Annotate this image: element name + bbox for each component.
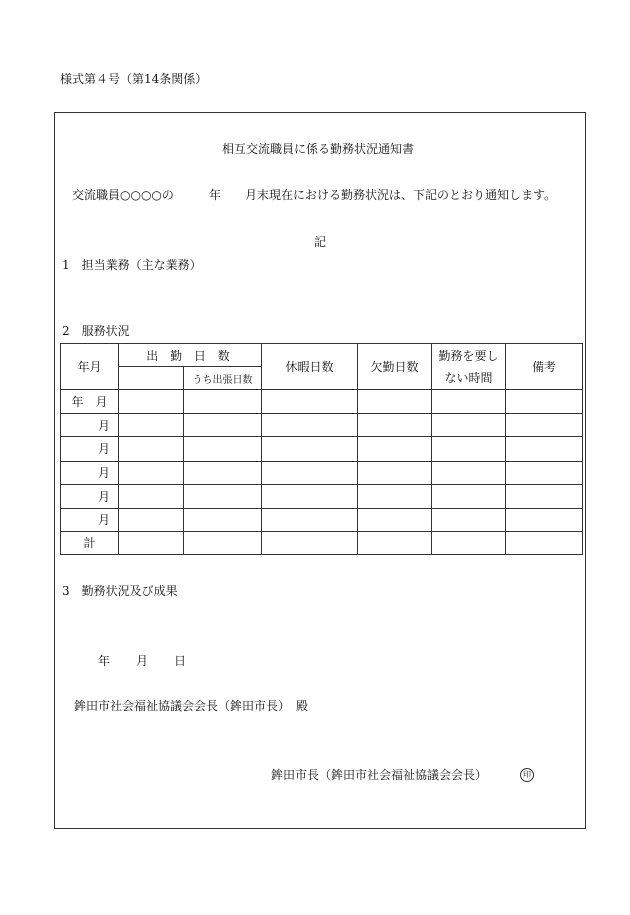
table-cell[interactable] [432,508,506,531]
table-cell[interactable] [119,531,184,554]
table-cell[interactable] [119,508,184,531]
table-row-label: 月 [61,484,119,508]
table-cell[interactable] [262,461,358,484]
header-remarks: 備考 [506,344,583,390]
header-work-days-cell [119,367,184,390]
sender: 鉾田市長（鉾田市社会福祉協議会会長） [271,768,488,782]
table-cell[interactable] [432,390,506,414]
table-cell[interactable] [262,414,358,437]
table-cell[interactable] [119,414,184,437]
ki-label: 記 [314,235,327,249]
table-cell[interactable] [506,531,583,554]
form-number: 様式第４号（第14条関係） [60,72,208,86]
table-cell[interactable] [262,437,358,461]
date-day: 日 [174,654,187,668]
table-cell[interactable] [358,484,432,508]
table-cell[interactable] [184,484,262,508]
header-business-trip-days: うち出張日数 [184,367,262,390]
header-leave-days: 休暇日数 [262,344,358,390]
table-cell[interactable] [432,437,506,461]
table-cell[interactable] [358,414,432,437]
seal-mark: 印 [520,768,534,782]
table-cell[interactable] [506,508,583,531]
seal-icon [520,766,534,782]
table-cell[interactable] [262,390,358,414]
table-cell[interactable] [184,390,262,414]
table-cell[interactable] [432,531,506,554]
table-cell[interactable] [506,484,583,508]
table-cell[interactable] [184,531,262,554]
section-3-label: 3 勤務状況及び成果 [62,584,178,598]
header-year-month: 年月 [61,344,119,390]
table-cell[interactable] [119,484,184,508]
table-cell[interactable] [119,461,184,484]
intro-text-1: 交流職員○○○○の [72,188,174,202]
table-cell[interactable] [184,414,262,437]
table-row-label: 年 月 [61,390,119,414]
table-row-label: 月 [61,461,119,484]
table-cell[interactable] [506,414,583,437]
addressee: 鉾田市社会福祉協議会会長（鉾田市長） 殿 [74,699,309,713]
intro-text-2: 月末現在における勤務状況は、下記のとおり通知します。 [245,188,557,202]
date-month: 月 [136,654,149,668]
table-row-total: 計 [61,531,119,554]
attendance-table [60,343,583,555]
section-1-label: 1 担当業務（主な業務） [62,258,202,272]
table-cell[interactable] [506,461,583,484]
table-cell[interactable] [358,390,432,414]
table-cell[interactable] [184,437,262,461]
table-cell[interactable] [432,414,506,437]
header-absence-days: 欠勤日数 [358,344,432,390]
table-cell[interactable] [358,531,432,554]
header-work-days: 出 勤 日 数 [119,344,262,367]
table-cell[interactable] [432,484,506,508]
table-row-label: 月 [61,437,119,461]
table-cell[interactable] [358,437,432,461]
table-cell[interactable] [262,508,358,531]
table-cell[interactable] [262,484,358,508]
section-2-label: 2 服務状況 [62,324,130,338]
table-cell[interactable] [506,390,583,414]
table-cell[interactable] [358,461,432,484]
date-year: 年 [98,654,111,668]
table-cell[interactable] [506,437,583,461]
table-cell[interactable] [262,531,358,554]
table-cell[interactable] [119,437,184,461]
table-cell[interactable] [119,390,184,414]
table-cell[interactable] [358,508,432,531]
document-title: 相互交流職員に係る勤務状況通知書 [222,142,415,156]
table-cell[interactable] [432,461,506,484]
table-row-label: 月 [61,508,119,531]
table-cell[interactable] [184,461,262,484]
header-exempt-hours-line2: ない時間 [444,370,493,385]
header-exempt-hours-line1: 勤務を要し [438,348,499,363]
table-row-label: 月 [61,414,119,437]
header-exempt-hours [432,344,506,390]
table-cell[interactable] [184,508,262,531]
intro-year: 年 [209,188,222,202]
